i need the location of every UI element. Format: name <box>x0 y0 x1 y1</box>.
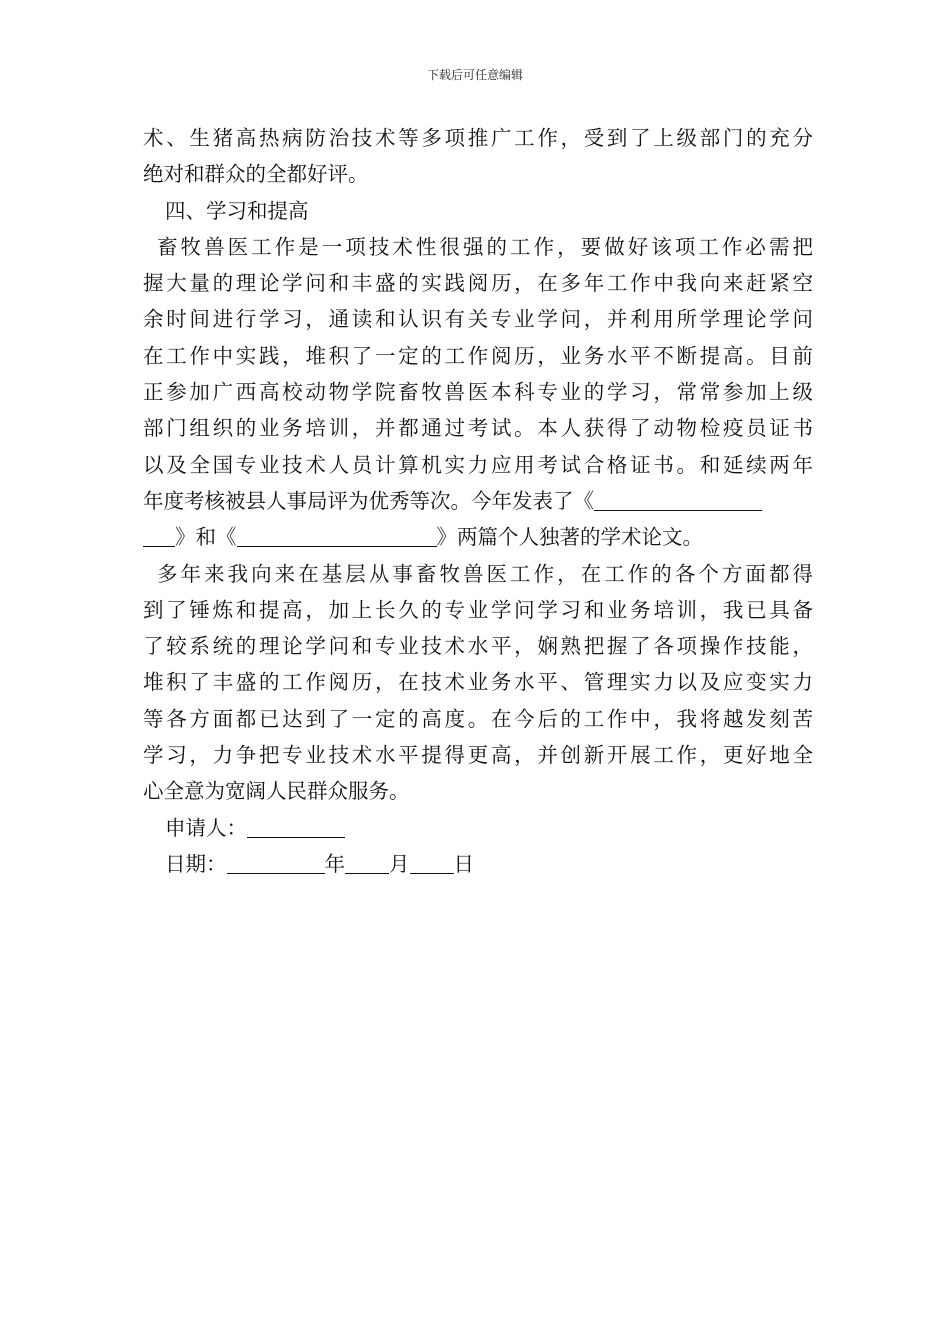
paragraph-line: 正参加广西高校动物学院畜牧兽医本科专业的学习，常常参加上级 <box>143 380 813 405</box>
paragraph-line: 握大量的理论学问和丰盛的实践阅历，在多年工作中我向来赶紧空 <box>143 271 813 296</box>
date-day-blank <box>410 851 454 874</box>
paragraph-line: 畜牧兽医工作是一项技术性很强的工作，要做好该项工作必需把 <box>157 234 813 259</box>
applicant-blank <box>247 815 345 838</box>
date-month-blank <box>345 851 389 874</box>
paragraph-line: 部门组织的业务培训，并都通过考试。本人获得了动物检疫员证书 <box>143 416 813 441</box>
date-line <box>143 846 813 882</box>
paragraph-line: 等各方面都已达到了一定的高度。在今后的工作中，我将越发刻苦 <box>143 706 813 731</box>
document-body <box>143 120 813 882</box>
paragraph-line <box>143 519 813 555</box>
paragraph-line: 绝对和群众的全都好评。 <box>143 162 369 187</box>
paragraph-text: 》两篇个人独著的学术论文。 <box>436 525 703 550</box>
paper-title-blank-1-cont <box>143 524 175 547</box>
paragraph-line: 堆积了丰盛的工作阅历，在技术业务水平、管理实力以及应变实力 <box>143 670 813 695</box>
paragraph-line: 学习，力争把专业技术水平提得更高，并创新开展工作，更好地全 <box>143 743 813 768</box>
day-label: 日 <box>453 851 474 876</box>
applicant-line <box>143 810 813 846</box>
paper-title-blank-2 <box>237 524 437 547</box>
month-label: 月 <box>389 851 410 876</box>
paragraph-text: 年度考核被县人事局评为优秀等次。今年发表了《 <box>143 488 594 513</box>
section-heading: 四、学习和提高 <box>165 198 309 223</box>
date-year-blank <box>227 851 325 874</box>
paragraph-line: 术、生猪高热病防治技术等多项推广工作，受到了上级部门的充分 <box>143 126 813 150</box>
date-label: 日期： <box>165 851 227 876</box>
paragraph-line: 多年来我向来在基层从事畜牧兽医工作，在工作的各个方面都得 <box>157 561 813 586</box>
year-label: 年 <box>324 851 345 876</box>
paragraph-line <box>143 483 813 519</box>
paragraph-line: 以及全国专业技术人员计算机实力应用考试合格证书。和延续两年 <box>143 452 813 477</box>
paragraph-line: 了较系统的理论学问和专业技术水平，娴熟把握了各项操作技能， <box>143 634 813 659</box>
paragraph-line: 到了锤炼和提高，加上长久的专业学问学习和业务培训，我已具备 <box>143 597 813 622</box>
paragraph-line: 在工作中实践，堆积了一定的工作阅历，业务水平不断提高。目前 <box>143 343 813 368</box>
paper-title-blank-1 <box>594 488 762 511</box>
paragraph-line: 余时间进行学习，通读和认识有关专业学问，并利用所学理论学问 <box>143 307 813 332</box>
applicant-label: 申请人： <box>165 815 247 840</box>
paragraph-line: 心全意为宽阔人民群众服务。 <box>143 779 410 804</box>
paragraph-text: 》和《 <box>175 525 237 550</box>
page-header: 下载后可任意编辑 <box>426 68 523 82</box>
